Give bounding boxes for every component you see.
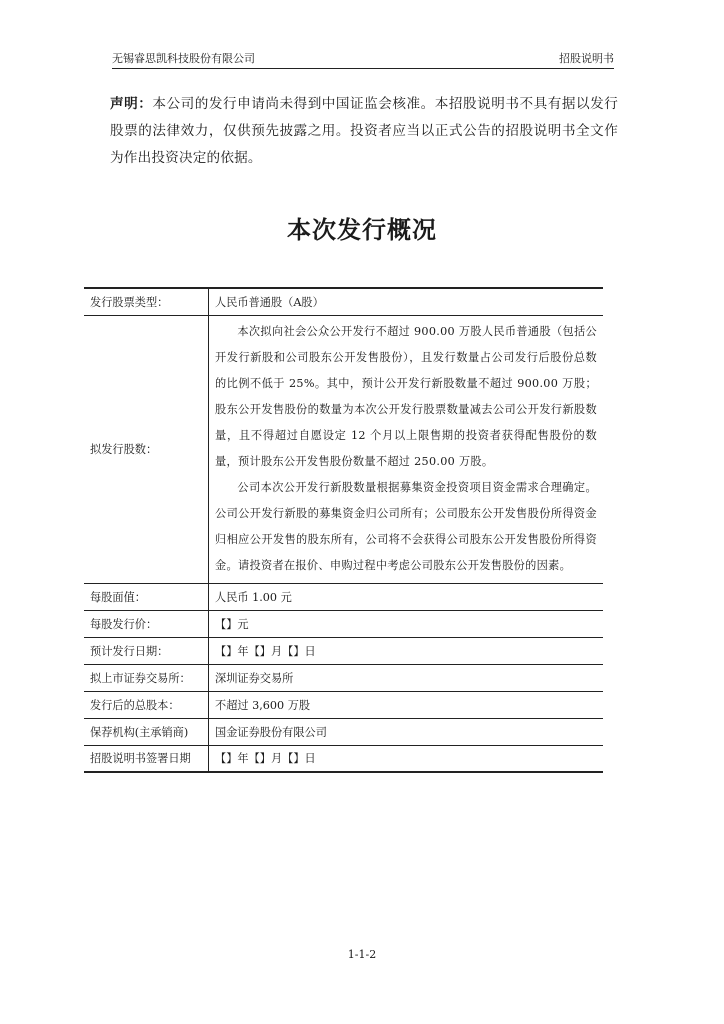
declaration-separator: ： [138, 96, 153, 112]
row-value: 人民币普通股（A股） [209, 288, 604, 315]
page-header [112, 50, 614, 69]
row-value: 【】元 [209, 610, 604, 637]
table-row [84, 745, 603, 772]
row-value: 深圳证券交易所 [209, 664, 604, 691]
company-name: 无锡睿思凯科技股份有限公司 [112, 52, 255, 65]
table-row [84, 637, 603, 664]
row-value: 【】年【】月【】日 [209, 745, 604, 772]
row-label: 发行股票类型： [84, 288, 209, 315]
row-label: 每股面值： [84, 583, 209, 610]
row-value [209, 315, 604, 583]
table-row [84, 691, 603, 718]
row-value: 【】年【】月【】日 [209, 637, 604, 664]
row-label: 拟上市证券交易所： [84, 664, 209, 691]
row-label: 保荐机构(主承销商) [84, 718, 209, 745]
shares-paragraph-1: 本次拟向社会公众公开发行不超过 900.00 万股人民币普通股（包括公开发行新股和公司股东公开发售股份），且发行数量占公司发行后股份总数的比例不低于 25%。其中，预计公开发行新股数量不超过 900.00 万股；股东公开发售股份的数量为本次公开发行股票数量减去公司公开发行新股数量，且不得超过自愿设定 12 个月以上限售期的投资者获得配售股份的数量，预计股东公开发售股份数量不超过 250.00 万股。 [215, 324, 597, 468]
page-title: 本次发行概况 [287, 216, 437, 244]
row-label: 每股发行价： [84, 610, 209, 637]
declaration-text: 本公司的发行申请尚未得到中国证监会核准。本招股说明书不具有据以发行股票的法律效力，仅供预先披露之用。投资者应当以正式公告的招股说明书全文作为作出投资决定的依据。 [110, 96, 618, 166]
table-row [84, 610, 603, 637]
table-row [84, 664, 603, 691]
row-label: 拟发行股数： [84, 315, 209, 583]
document-type: 招股说明书 [559, 52, 614, 65]
table-row [84, 583, 603, 610]
table-row [84, 288, 603, 315]
row-label: 发行后的总股本： [84, 691, 209, 718]
row-value: 人民币 1.00 元 [209, 583, 604, 610]
row-value: 国金证券股份有限公司 [209, 718, 604, 745]
offering-overview-table [84, 287, 603, 773]
page-number: 1-1-2 [347, 948, 377, 961]
declaration [110, 91, 618, 172]
table-row [84, 718, 603, 745]
row-value: 不超过 3,600 万股 [209, 691, 604, 718]
table-row [84, 315, 603, 583]
row-label: 招股说明书签署日期 [84, 745, 209, 772]
declaration-label: 声明 [110, 96, 139, 112]
row-label: 预计发行日期： [84, 637, 209, 664]
shares-paragraph-2: 公司本次公开发行新股数量根据募集资金投资项目资金需求合理确定。公司公开发行新股的募集资金归公司所有；公司股东公开发售股份所得资金归相应公开发售的股东所有，公司将不会获得公司股东公开发售股份所得资金。请投资者在报价、申购过程中考虑公司股东公开发售股份的因素。 [215, 480, 597, 572]
